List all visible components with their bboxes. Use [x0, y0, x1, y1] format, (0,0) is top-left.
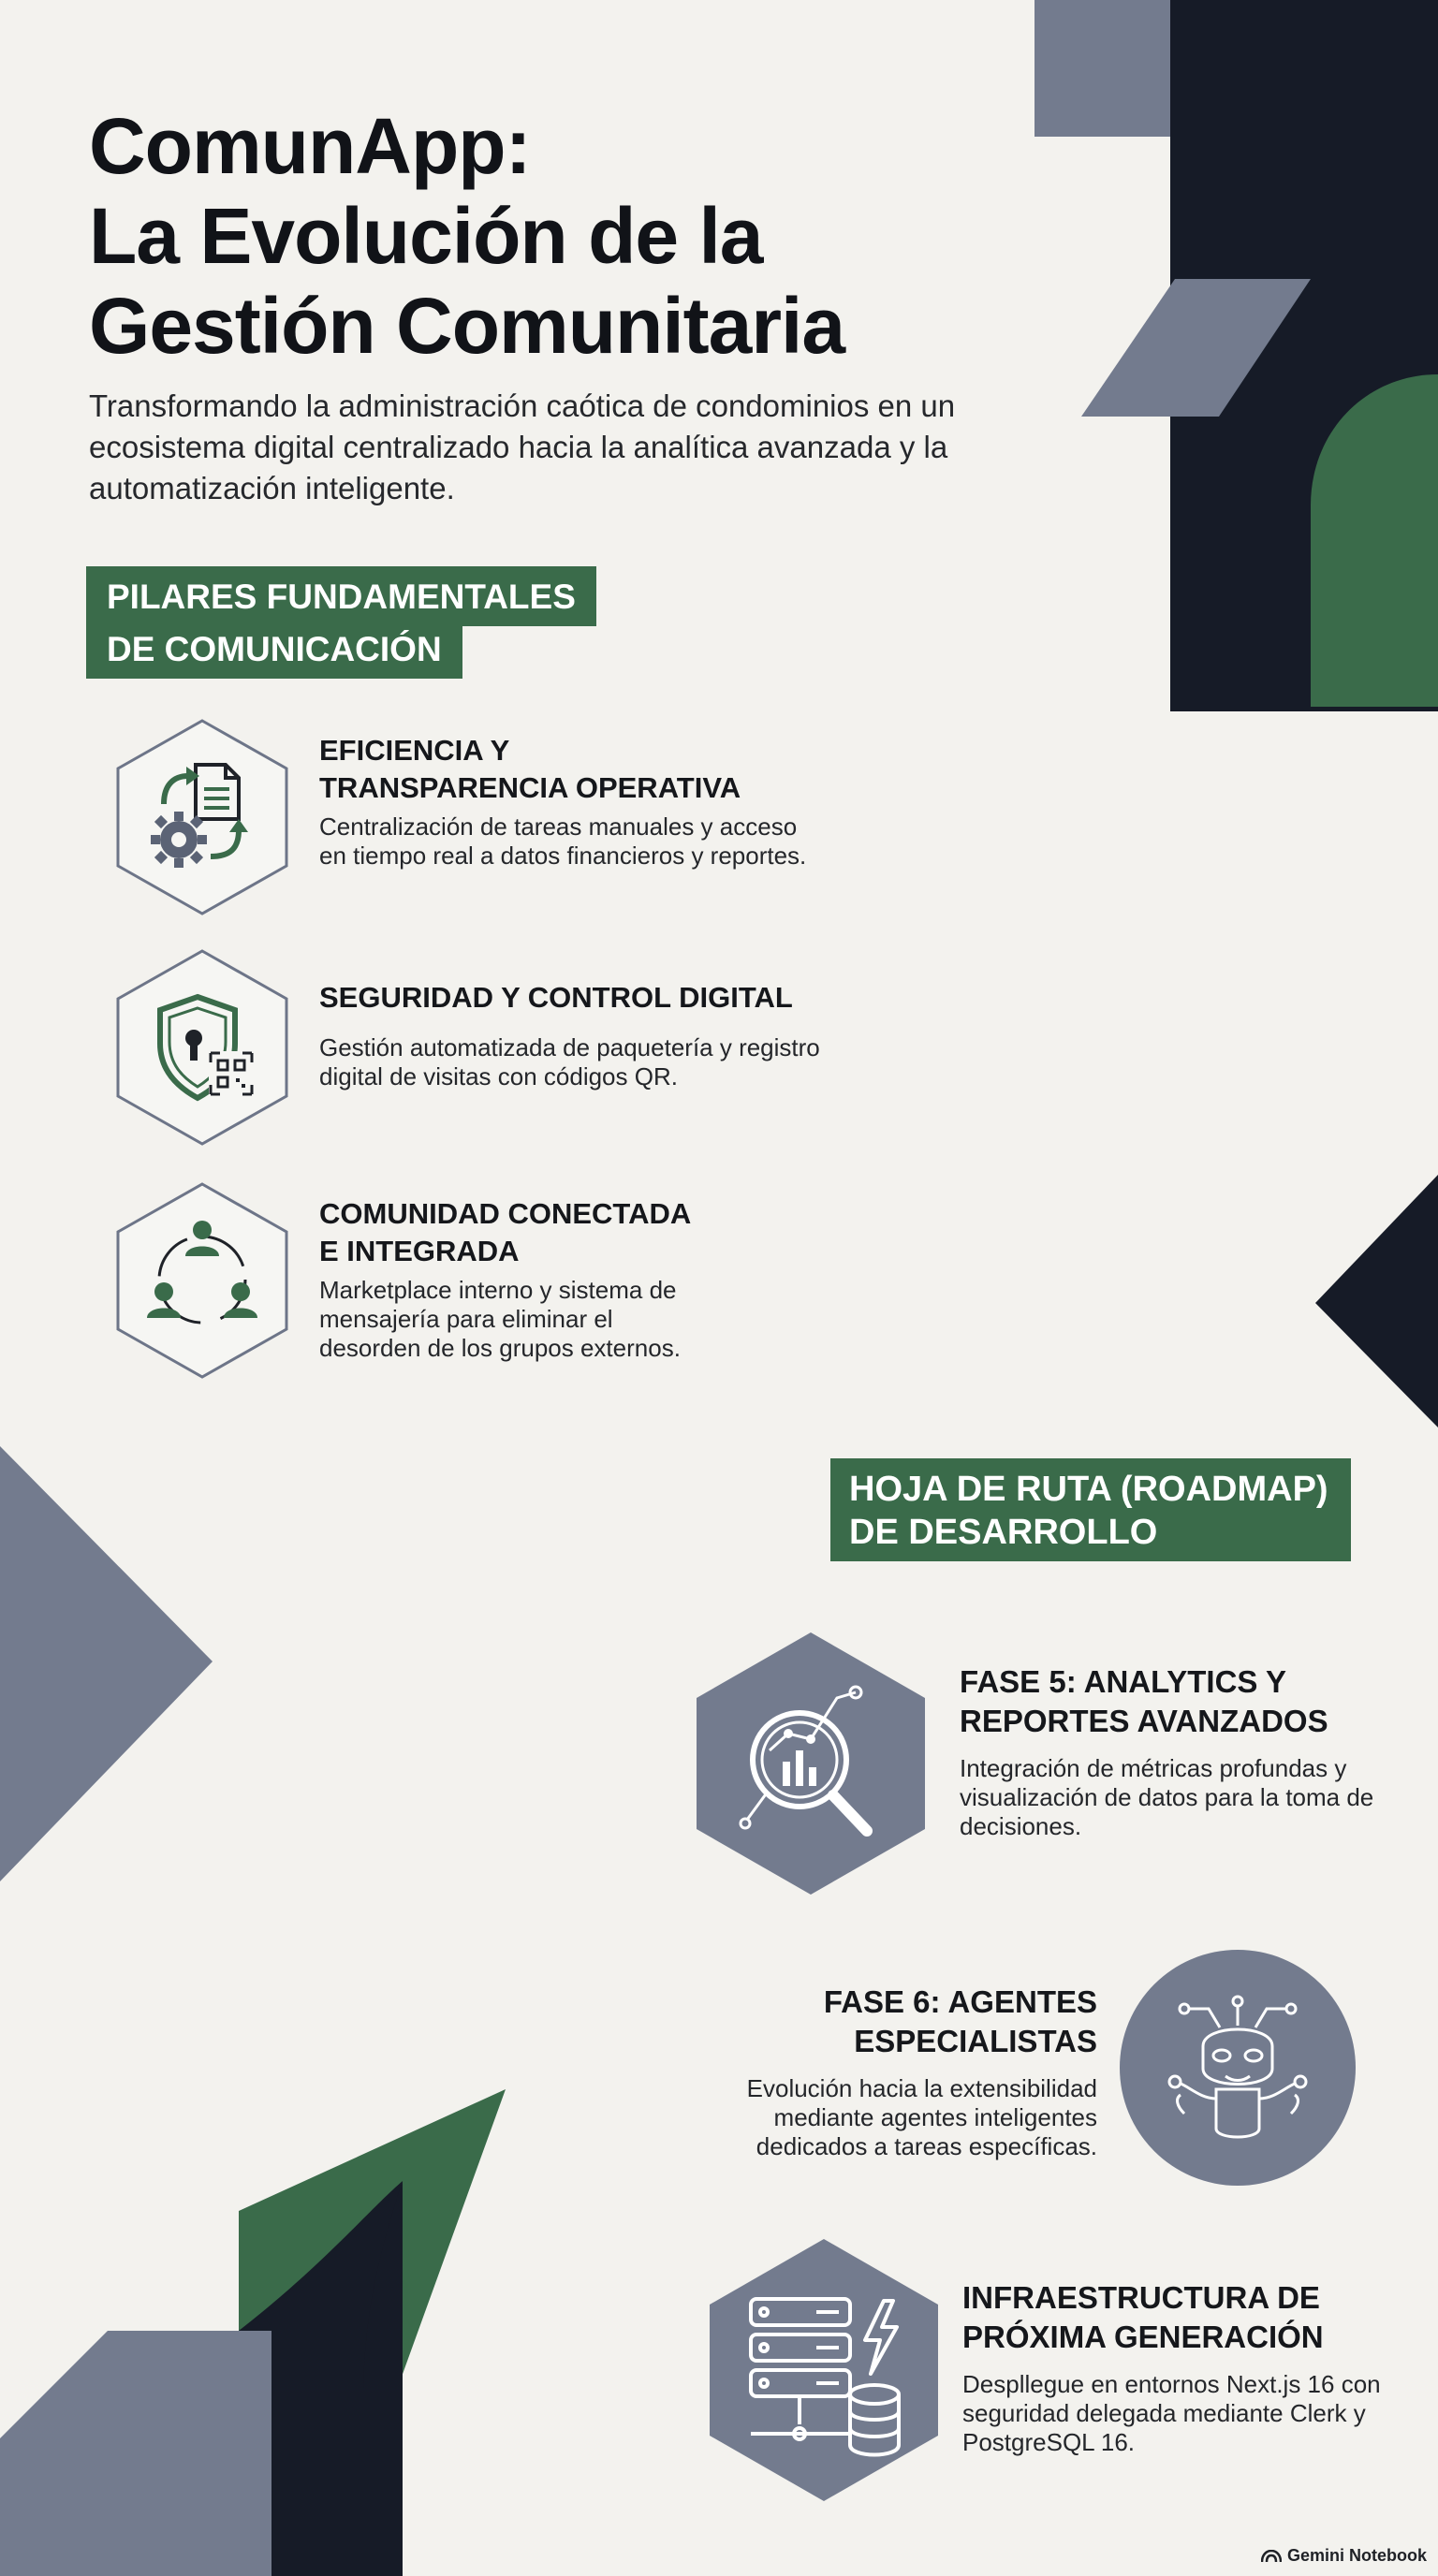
pillar-2-text: Gestión automatizada de paquetería y registro digital de visitas con códigos QR.: [319, 1033, 820, 1090]
phase-5-title-line-2: REPORTES AVANZADOS: [960, 1704, 1328, 1738]
phase-5: [960, 1662, 1400, 1841]
phase-6-title-line-2: ESPECIALISTAS: [854, 2024, 1097, 2058]
deco-green-arc: [1311, 374, 1438, 707]
pillars-heading: [86, 566, 596, 679]
roadmap-heading-line-2: DE DESARROLLO: [849, 1511, 1332, 1554]
phase-6-circle: [1119, 1949, 1357, 2187]
deco-navy-column: [1170, 0, 1438, 711]
deco-slate-triangle: [0, 1446, 213, 1881]
infra-hexagon: [708, 2237, 940, 2503]
deco-slate-block: [1034, 0, 1170, 137]
deco-navy-curve: [239, 2181, 403, 2576]
pillar-1-title: [319, 732, 844, 807]
phase-6: [674, 1983, 1097, 2161]
page-subtitle: Transformando la administración caótica de condominios en un ecosistema digital centralizado hacia la analítica avanzada y la automatización inteligente.: [89, 388, 956, 505]
pillars-heading-line-1: PILARES FUNDAMENTALES: [86, 566, 596, 626]
deco-navy-triangle: [1315, 1175, 1438, 1427]
pillar-2-title: SEGURIDAD Y CONTROL DIGITAL: [319, 981, 793, 1014]
infra-title-line-2: PRÓXIMA GENERACIÓN: [962, 2320, 1324, 2354]
phase-6-title: [674, 1983, 1097, 2061]
pillar-1-title-line-2: TRANSPARENCIA OPERATIVA: [319, 771, 741, 804]
pillar-2-hexagon: [115, 948, 289, 1147]
pillar-1-title-line-1: EFICIENCIA Y: [319, 734, 510, 767]
footer-brand: [1261, 2546, 1427, 2566]
footer-brand-label: Gemini Notebook: [1286, 2546, 1427, 2565]
pillar-2: [319, 979, 862, 1091]
title-line-1: ComunApp:: [89, 102, 531, 190]
pillar-3: [319, 1195, 844, 1363]
pillars-heading-line-2: DE COMUNICACIÓN: [86, 619, 462, 679]
title-line-3: Gestión Comunitaria: [89, 282, 845, 370]
pillar-1: [319, 732, 844, 871]
pillar-3-title-line-1: COMUNIDAD CONECTADA: [319, 1197, 692, 1230]
deco-slate-corner: [0, 2331, 271, 2576]
deco-green-wedge: [239, 2089, 506, 2576]
phase-5-title: [960, 1662, 1400, 1741]
phase-5-title-line-1: FASE 5: ANALYTICS Y: [960, 1664, 1287, 1699]
pillar-3-hexagon: [115, 1181, 289, 1380]
pillar-1-hexagon: [115, 718, 289, 916]
gemini-notebook-logo-icon: [1261, 2550, 1282, 2563]
phase-6-title-line-1: FASE 6: AGENTES: [823, 1984, 1097, 2019]
infra-phase: [962, 2278, 1402, 2457]
roadmap-heading: [830, 1458, 1351, 1561]
infra-title: [962, 2278, 1402, 2357]
roadmap-heading-line-1: HOJA DE RUTA (ROADMAP): [849, 1468, 1332, 1511]
phase-5-text: Integración de métricas profundas y visualización de datos para la toma de decisiones.: [960, 1754, 1374, 1840]
phase-5-hexagon: [695, 1631, 927, 1896]
deco-slate-parallelogram: [1081, 279, 1311, 417]
pillar-3-title-line-2: E INTEGRADA: [319, 1235, 520, 1267]
page-title: [89, 101, 988, 371]
phase-6-text: Evolución hacia la extensibilidad mediante agentes inteligentes dedicados a tareas específicas.: [746, 2074, 1097, 2160]
infra-text: Despllegue en entornos Next.js 16 con seguridad delegada mediante Clerk y PostgreSQL 16.: [962, 2370, 1381, 2456]
infra-title-line-1: INFRAESTRUCTURA DE: [962, 2280, 1320, 2315]
pillar-1-text: Centralización de tareas manuales y acceso en tiempo real a datos financieros y reportes.: [319, 812, 807, 870]
title-line-2: La Evolución de la: [89, 192, 763, 280]
pillar-3-text: Marketplace interno y sistema de mensajería para eliminar el desorden de los grupos externos.: [319, 1276, 681, 1362]
pillar-3-title: [319, 1195, 844, 1270]
